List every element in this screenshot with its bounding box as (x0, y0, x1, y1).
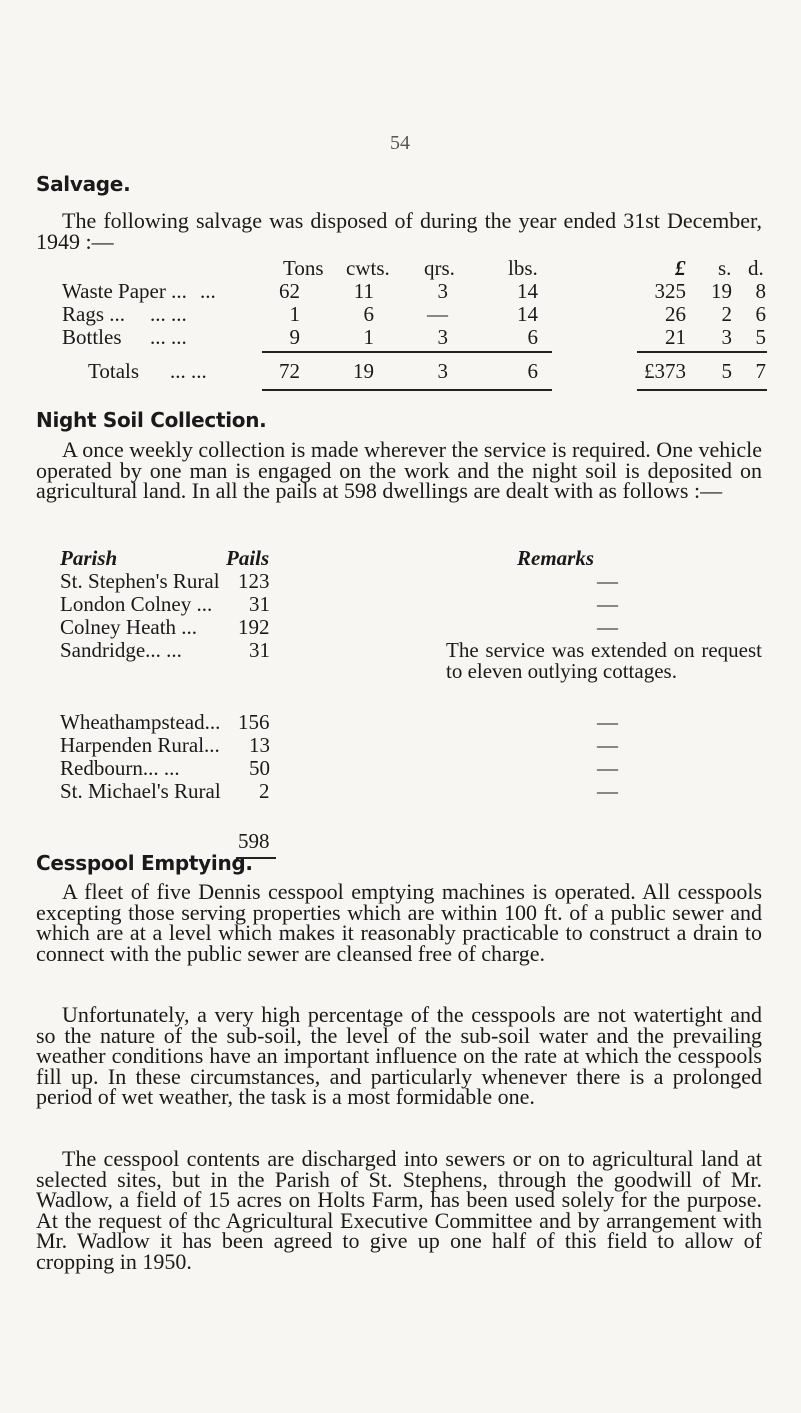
salvage-totals-shillings: 5 (721, 359, 732, 383)
cesspool-paragraph-3-text: The cesspool contents are discharged into sewers or on to agricultural land at selected sites, but in the Parish of St. Stephens, through the goodwill of Mr. Wadlow, a field of 15 acres on Holts Farm, has been used solely for the purpose. At the request of thc Agricultural Executive Committee and by arrangement with Mr. Wadlow it has been agreed to give up one half of this field to allow of cropping in 1950. (36, 1146, 762, 1274)
salvage-money-rule (637, 351, 767, 353)
night-soil-total: 598 (238, 829, 270, 853)
parish-name: Redbourn... ... (60, 756, 180, 780)
salvage-totals-pounds: £373 (644, 359, 686, 383)
parish-pails: 156 (238, 710, 270, 734)
salvage-row-pounds: 21 (665, 325, 686, 349)
parish-name: St. Michael's Rural (60, 779, 221, 803)
salvage-header-pence: d. (748, 256, 764, 280)
salvage-totals-label: Totals (88, 359, 140, 383)
night-soil-intro-text: A once weekly collection is made wherever the service is required. One vehicle operated by one man is engaged on the work and the night soil is deposited on agricultural land. In all the pails at 598 dwellings are dealt with as follows :— (36, 437, 762, 503)
salvage-subtotal-rule (262, 351, 552, 353)
parish-name: Harpenden Rural... (60, 733, 220, 757)
salvage-header-pounds: £ (675, 256, 686, 280)
parish-remark: — (597, 733, 618, 757)
cesspool-heading: Cesspool Emptying. (36, 851, 253, 875)
salvage-header-shillings: s. (718, 256, 732, 280)
salvage-row-tons: 62 (279, 279, 300, 303)
salvage-row-label: Waste Paper ... (62, 279, 187, 303)
parish-remark: — (597, 592, 618, 616)
parish-pails: 2 (259, 779, 270, 803)
salvage-totals-cwts: 19 (353, 359, 374, 383)
salvage-row-pounds: 26 (665, 302, 686, 326)
cesspool-paragraph-1 (36, 879, 762, 966)
salvage-row-tons: 9 (289, 325, 300, 349)
parish-pails: 50 (249, 756, 270, 780)
salvage-header-tons: Tons (283, 256, 324, 280)
salvage-row-label: Rags ... (62, 302, 125, 326)
salvage-row-label: Bottles (62, 325, 122, 349)
salvage-totals-leader: ... ... (170, 359, 207, 383)
salvage-row-qrs: 3 (437, 325, 448, 349)
salvage-row-tons: 1 (289, 302, 300, 326)
salvage-totals-pence: 7 (755, 359, 766, 383)
salvage-row-lbs: 6 (527, 325, 538, 349)
night-soil-header-remarks: Remarks (517, 546, 595, 570)
salvage-money-total-rule (637, 389, 767, 391)
salvage-row-pence: 6 (755, 302, 766, 326)
salvage-heading: Salvage. (36, 172, 131, 196)
salvage-row-lbs: 14 (517, 302, 538, 326)
parish-remark: — (597, 710, 618, 734)
parish-pails: 123 (238, 569, 270, 593)
night-soil-heading: Night Soil Collection. (36, 408, 267, 432)
parish-remark: — (597, 779, 618, 803)
parish-pails: 31 (249, 638, 270, 662)
parish-remark: The service was extended on request to eleven outlying cottages. (446, 638, 762, 683)
cesspool-paragraph-2-text: Unfortunately, a very high percentage of the cesspools are not watertight and so the nature of the sub-soil, the level of the sub-soil water and the prevailing weather conditions have an important influence on the rate at which the cesspools fill up. In these circumstances, and particularly whenever there is a prolonged period of wet weather, the task is a most formidable one. (36, 1002, 762, 1109)
salvage-row-qrs: 3 (437, 279, 448, 303)
salvage-totals-tons: 72 (279, 359, 300, 383)
parish-remark: — (597, 569, 618, 593)
night-soil-header-pails: Pails (226, 546, 270, 570)
salvage-header-qrs: qrs. (424, 256, 455, 280)
salvage-row-pounds: 325 (654, 279, 686, 303)
salvage-row-leader: ... ... (150, 302, 187, 326)
cesspool-paragraph-3 (36, 1146, 762, 1274)
night-soil-header-parish: Parish (60, 546, 118, 570)
parish-name: Colney Heath ... (60, 615, 198, 639)
salvage-row-pence: 8 (755, 279, 766, 303)
page-number: 54 (390, 132, 410, 154)
cesspool-paragraph-2 (36, 1002, 762, 1109)
parish-remark: — (597, 756, 618, 780)
salvage-row-shillings: 19 (711, 279, 732, 303)
salvage-intro (36, 210, 762, 252)
salvage-totals-qrs: 3 (437, 359, 448, 383)
salvage-row-cwts: 6 (363, 302, 374, 326)
cesspool-paragraph-1-text: A fleet of five Dennis cesspool emptying machines is operated. All cesspools excepting those serving properties which are within 100 ft. of a public sewer and which are at a level which makes it reasonably practicable to construct a drain to connect with the public sewer are cleansed free of charge. (36, 879, 762, 966)
salvage-row-qrs: — (427, 302, 448, 326)
salvage-total-rule (262, 389, 552, 391)
salvage-intro-text: The following salvage was disposed of during the year ended 31st December, 1949 :— (36, 208, 762, 254)
salvage-totals-lbs: 6 (527, 359, 538, 383)
salvage-row-cwts: 1 (363, 325, 374, 349)
parish-pails: 192 (238, 615, 270, 639)
salvage-row-shillings: 2 (721, 302, 732, 326)
salvage-row-shillings: 3 (721, 325, 732, 349)
parish-remark: — (597, 615, 618, 639)
parish-name: St. Stephen's Rural (60, 569, 220, 593)
salvage-row-leader: ... ... (150, 325, 187, 349)
salvage-row-pence: 5 (755, 325, 766, 349)
salvage-row-lbs: 14 (517, 279, 538, 303)
parish-pails: 13 (249, 733, 270, 757)
parish-name: London Colney ... (60, 592, 213, 616)
night-soil-intro (36, 437, 762, 503)
parish-name: Sandridge... ... (60, 638, 182, 662)
salvage-row-cwts: 11 (353, 279, 374, 303)
salvage-header-lbs: lbs. (508, 256, 538, 280)
parish-name: Wheathampstead... (60, 710, 221, 734)
salvage-header-cwts: cwts. (346, 256, 390, 280)
parish-pails: 31 (249, 592, 270, 616)
salvage-row-leader: ... (200, 279, 216, 303)
